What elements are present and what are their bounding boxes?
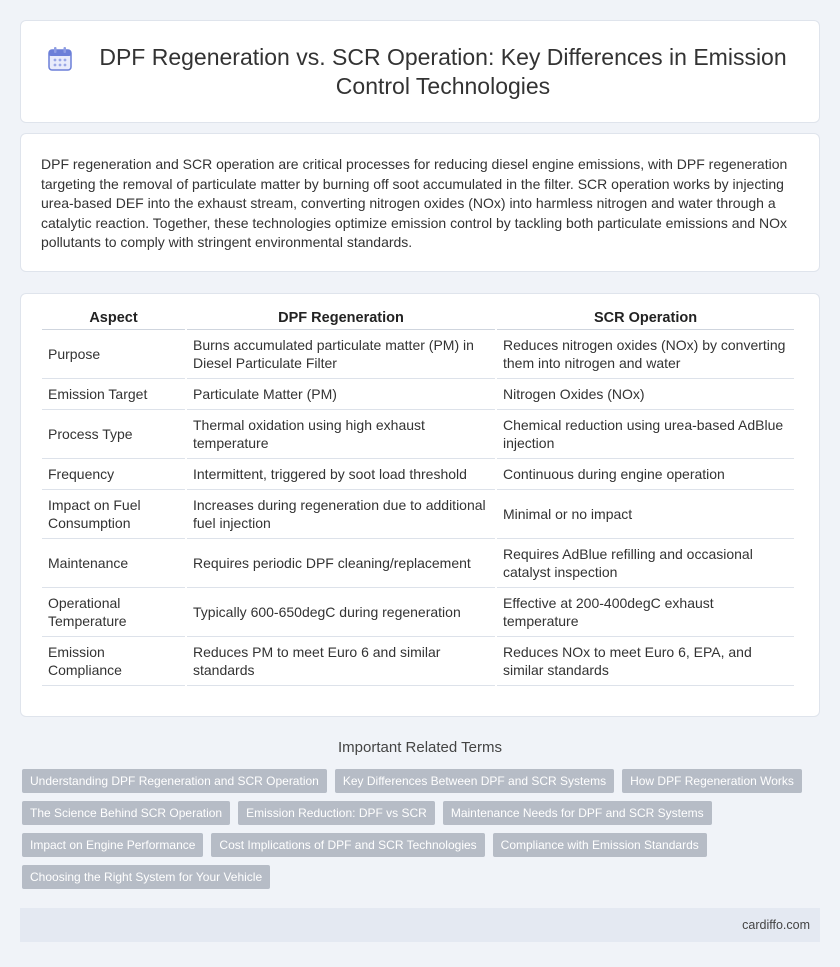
scr-cell: Minimal or no impact [497,490,794,539]
table-row [42,459,794,490]
related-term-tag[interactable]: Key Differences Between DPF and SCR Systems [335,769,614,793]
aspect-cell: Purpose [42,330,185,379]
related-terms-list [22,769,818,897]
comparison-table [40,308,796,686]
related-term-tag[interactable]: How DPF Regeneration Works [622,769,802,793]
related-term-tag[interactable]: Emission Reduction: DPF vs SCR [238,801,435,825]
related-term-tag[interactable]: Compliance with Emission Standards [493,833,707,857]
table-row [42,637,794,686]
column-header-scr: SCR Operation [497,308,794,330]
dpf-cell: Intermittent, triggered by soot load threshold [187,459,495,490]
table-row [42,330,794,379]
dpf-cell: Requires periodic DPF cleaning/replacement [187,539,495,588]
intro-card [20,133,820,272]
intro-text: DPF regeneration and SCR operation are critical processes for reducing diesel engine emissions, with DPF regeneration targeting the removal of particulate matter by burning off soot accumulated in the filter. SCR operation works by injecting urea-based DEF into the exhaust stream, converting nitrogen oxides (NOx) into harmless nitrogen and water through a catalytic reaction. Together, these technologies optimize emission control by tackling both particulate emissions and NOx pollutants to comply with stringent environmental standards. [41,156,788,250]
scr-cell: Requires AdBlue refilling and occasional catalyst inspection [497,539,794,588]
scr-cell: Reduces nitrogen oxides (NOx) by converting them into nitrogen and water [497,330,794,379]
calendar-icon [47,46,73,72]
aspect-cell: Impact on Fuel Consumption [42,490,185,539]
scr-cell: Effective at 200-400degC exhaust temperature [497,588,794,637]
footer [20,908,820,942]
scr-cell: Chemical reduction using urea-based AdBlue injection [497,410,794,459]
scr-cell: Nitrogen Oxides (NOx) [497,379,794,410]
dpf-cell: Typically 600-650degC during regeneration [187,588,495,637]
table-row [42,410,794,459]
dpf-cell: Thermal oxidation using high exhaust temperature [187,410,495,459]
aspect-cell: Emission Compliance [42,637,185,686]
aspect-cell: Emission Target [42,379,185,410]
related-term-tag[interactable]: Cost Implications of DPF and SCR Technologies [211,833,484,857]
column-header-aspect: Aspect [42,308,185,330]
dpf-cell: Increases during regeneration due to additional fuel injection [187,490,495,539]
table-header-row [42,308,794,330]
scr-cell: Continuous during engine operation [497,459,794,490]
aspect-cell: Maintenance [42,539,185,588]
table-row [42,588,794,637]
dpf-cell: Particulate Matter (PM) [187,379,495,410]
aspect-cell: Operational Temperature [42,588,185,637]
table-row [42,539,794,588]
dpf-cell: Reduces PM to meet Euro 6 and similar standards [187,637,495,686]
aspect-cell: Frequency [42,459,185,490]
title-card [20,20,820,123]
dpf-cell: Burns accumulated particulate matter (PM) in Diesel Particulate Filter [187,330,495,379]
related-term-tag[interactable]: Choosing the Right System for Your Vehicle [22,865,270,889]
related-term-tag[interactable]: Understanding DPF Regeneration and SCR Operation [22,769,327,793]
related-term-tag[interactable]: Impact on Engine Performance [22,833,203,857]
scr-cell: Reduces NOx to meet Euro 6, EPA, and similar standards [497,637,794,686]
related-terms-title: Important Related Terms [338,739,502,756]
comparison-table-card [20,293,820,717]
table-row [42,379,794,410]
aspect-cell: Process Type [42,410,185,459]
table-row [42,490,794,539]
related-term-tag[interactable]: Maintenance Needs for DPF and SCR Systems [443,801,712,825]
column-header-dpf: DPF Regeneration [187,308,495,330]
related-term-tag[interactable]: The Science Behind SCR Operation [22,801,230,825]
page-title: DPF Regeneration vs. SCR Operation: Key Differences in Emission Control Technologies [99,43,787,99]
footer-site-link[interactable]: cardiffo.com [742,918,810,932]
